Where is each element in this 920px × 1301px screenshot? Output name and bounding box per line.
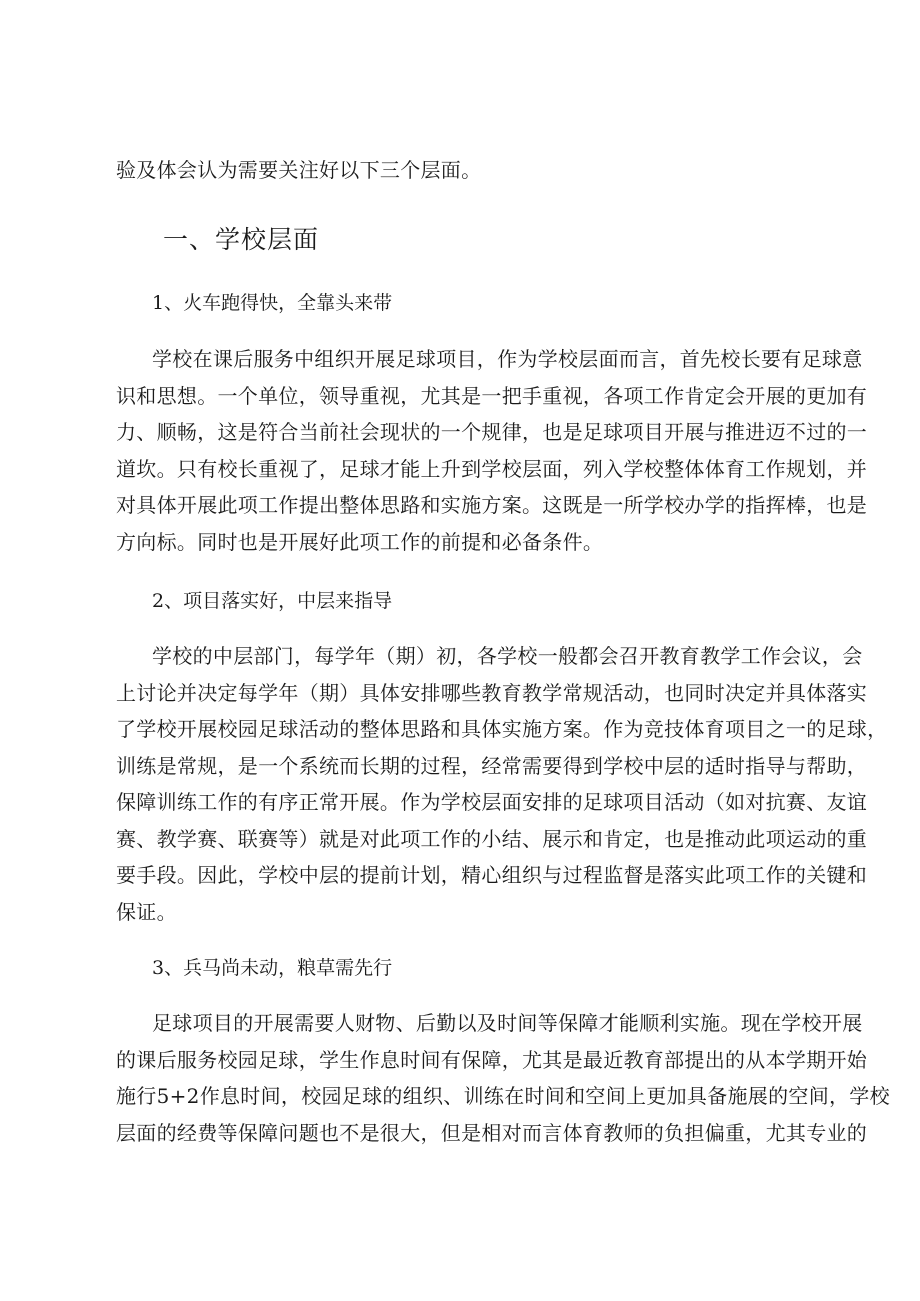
paragraph-line: 保证。 (116, 899, 177, 924)
paragraph-line: 了学校开展校园足球活动的整体思路和具体实施方案。作为竞技体育项目之一的足球， (116, 717, 888, 741)
paragraph-line: 要手段。因此，学校中层的提前计划，精心组织与过程监督是落实此项工作的关键和 (116, 863, 868, 887)
paragraph-line: 上讨论并决定每学年（期）具体安排哪些教育教学常规活动，也同时决定并具体落实 (116, 680, 868, 705)
paragraph-line: 道坎。只有校长重视了，足球才能上升到学校层面，列入学校整体体育工作规划，并 (116, 456, 868, 481)
item1-paragraph (116, 341, 868, 560)
intro-paragraph (116, 152, 806, 189)
paragraph-line: 验及体会认为需要关注好以下三个层面。 (116, 158, 482, 182)
section-heading: 一、学校层面 (163, 225, 320, 254)
paragraph-line: 层面的经费等保障问题也不是很大，但是相对而言体育教师的负担偏重，尤其专业的 (116, 1120, 868, 1145)
paragraph-line: 对具体开展此项工作提出整体思路和实施方案。这既是一所学校办学的指挥棒，也是 (116, 493, 868, 517)
paragraph-line: 保障训练工作的有序正常开展。作为学校层面安排的足球项目活动（如对抗赛、友谊 (116, 790, 868, 814)
paragraph-line: 学校在课后服务中组织开展足球项目，作为学校层面而言，首先校长要有足球意 (152, 347, 863, 371)
paragraph-line: 的课后服务校园足球，学生作息时间有保障，尤其是最近教育部提出的从本学期开始 (116, 1047, 868, 1072)
item1-title: 1、火车跑得快，全靠头来带 (152, 292, 393, 314)
paragraph-line: 赛、教学赛、联赛等）就是对此项工作的小结、展示和肯定，也是推动此项运动的重 (116, 826, 868, 851)
paragraph-line: 训练是常规，是一个系统而长期的过程，经常需要得到学校中层的适时指导与帮助， (116, 753, 868, 778)
paragraph-line: 足球项目的开展需要人财物、后勤以及时间等保障才能顺利实施。现在学校开展 (152, 1011, 863, 1035)
item3-paragraph (116, 1005, 890, 1151)
paragraph-line: 力、顺畅，这是符合当前社会现状的一个规律，也是足球项目开展与推进迈不过的一 (116, 420, 868, 444)
paragraph-line: 施行5+2作息时间，校园足球的组织、训练在时间和空间上更加具备施展的空间，学校 (116, 1084, 890, 1108)
paragraph-line: 方向标。同时也是开展好此项工作的前提和必备条件。 (116, 529, 604, 554)
paragraph-line: 学校的中层部门，每学年（期）初，各学校一般都会召开教育教学工作会议，会 (152, 644, 863, 668)
paragraph-line: 识和思想。一个单位，领导重视，尤其是一把手重视，各项工作肯定会开展的更加有 (116, 383, 868, 408)
item2-title: 2、项目落实好，中层来指导 (152, 590, 393, 612)
item2-paragraph (116, 638, 888, 930)
item3-title: 3、兵马尚未动，粮草需先行 (152, 957, 393, 979)
